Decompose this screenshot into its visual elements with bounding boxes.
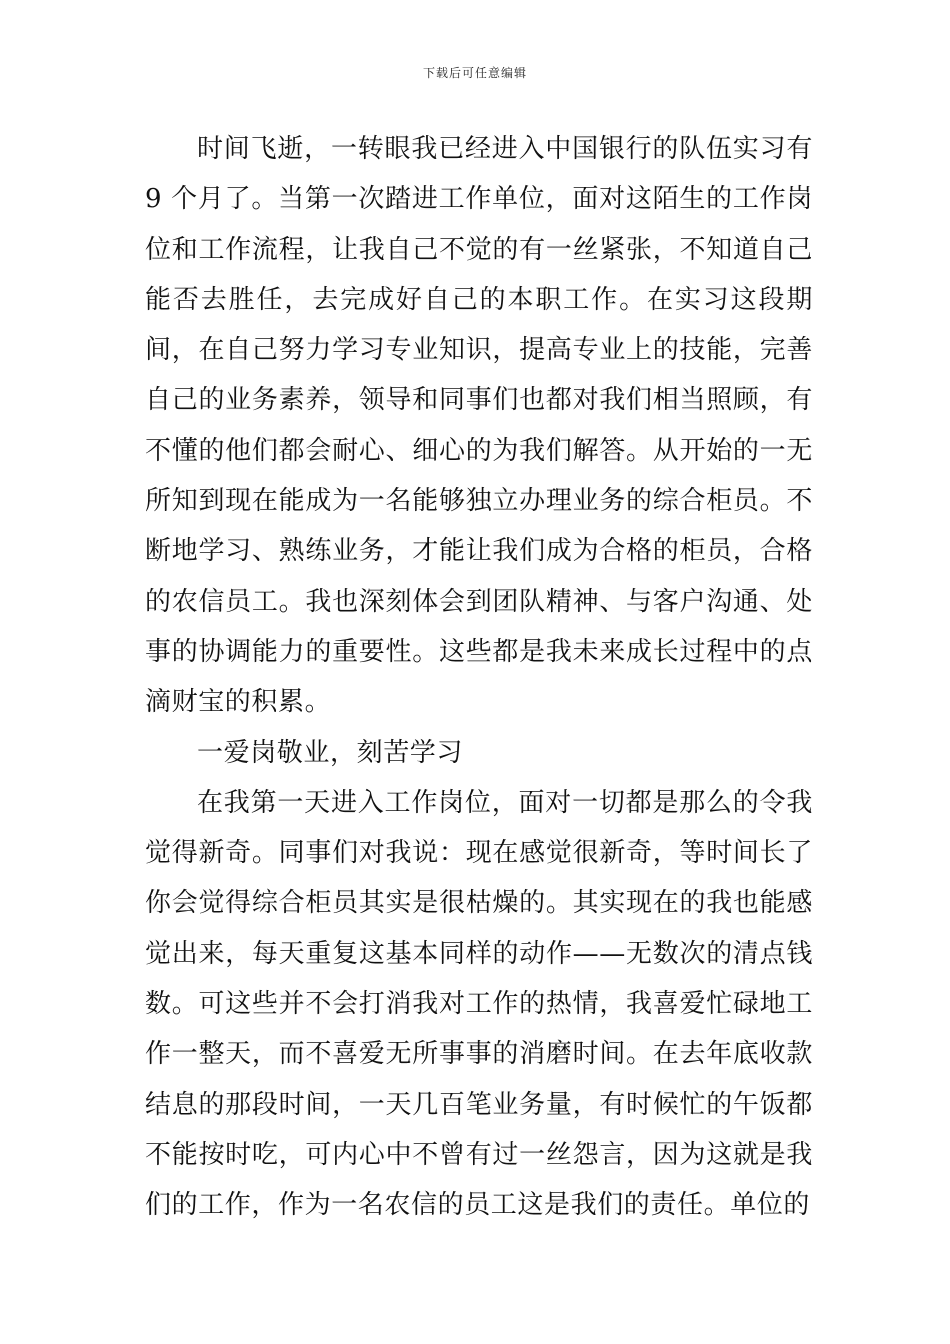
paragraph-section-1: 在我第一天进入工作岗位，面对一切都是那么的令我觉得新奇。同事们对我说：现在感觉很新奇，等时间长了你会觉得综合柜员其实是很枯燥的。其实现在的我也能感觉出来，每天重复这基本同样的动作——无数次的清点钱数。可这些并不会打消我对工作的热情，我喜爱忙碌地工作一整天，而不喜爱无所事事的消磨时间。在去年底收款结息的那段时间，一天几百笔业务量，有时候忙的午饭都不能按时吃，可内心中不曾有过一丝怨言，因为这就是我们的工作，作为一名农信的员工这是我们的责任。单位的 [145,787,813,1221]
page-header: 下载后可任意编辑 [422,66,527,80]
document-body [145,124,813,1231]
paragraph-intro: 时间飞逝，一转眼我已经进入中国银行的队伍实习有 9 个月了。当第一次踏进工作单位，面对这陌生的工作岗位和工作流程，让我自己不觉的有一丝紧张，不知道自己能否去胜任，去完成好自己的本职工作。在实习这段期间，在自己努力学习专业知识，提高专业上的技能，完善自己的业务素养，领导和同事们也都对我们相当照顾，有不懂的他们都会耐心、细心的为我们解答。从开始的一无所知到现在能成为一名能够独立办理业务的综合柜员。不断地学习、熟练业务，才能让我们成为合格的柜员，合格的农信员工。我也深刻体会到团队精神、与客户沟通、处事的协调能力的重要性。这些都是我未来成长过程中的点滴财宝的积累。 [145,134,813,718]
section-heading: 一爱岗敬业，刻苦学习 [197,737,464,768]
